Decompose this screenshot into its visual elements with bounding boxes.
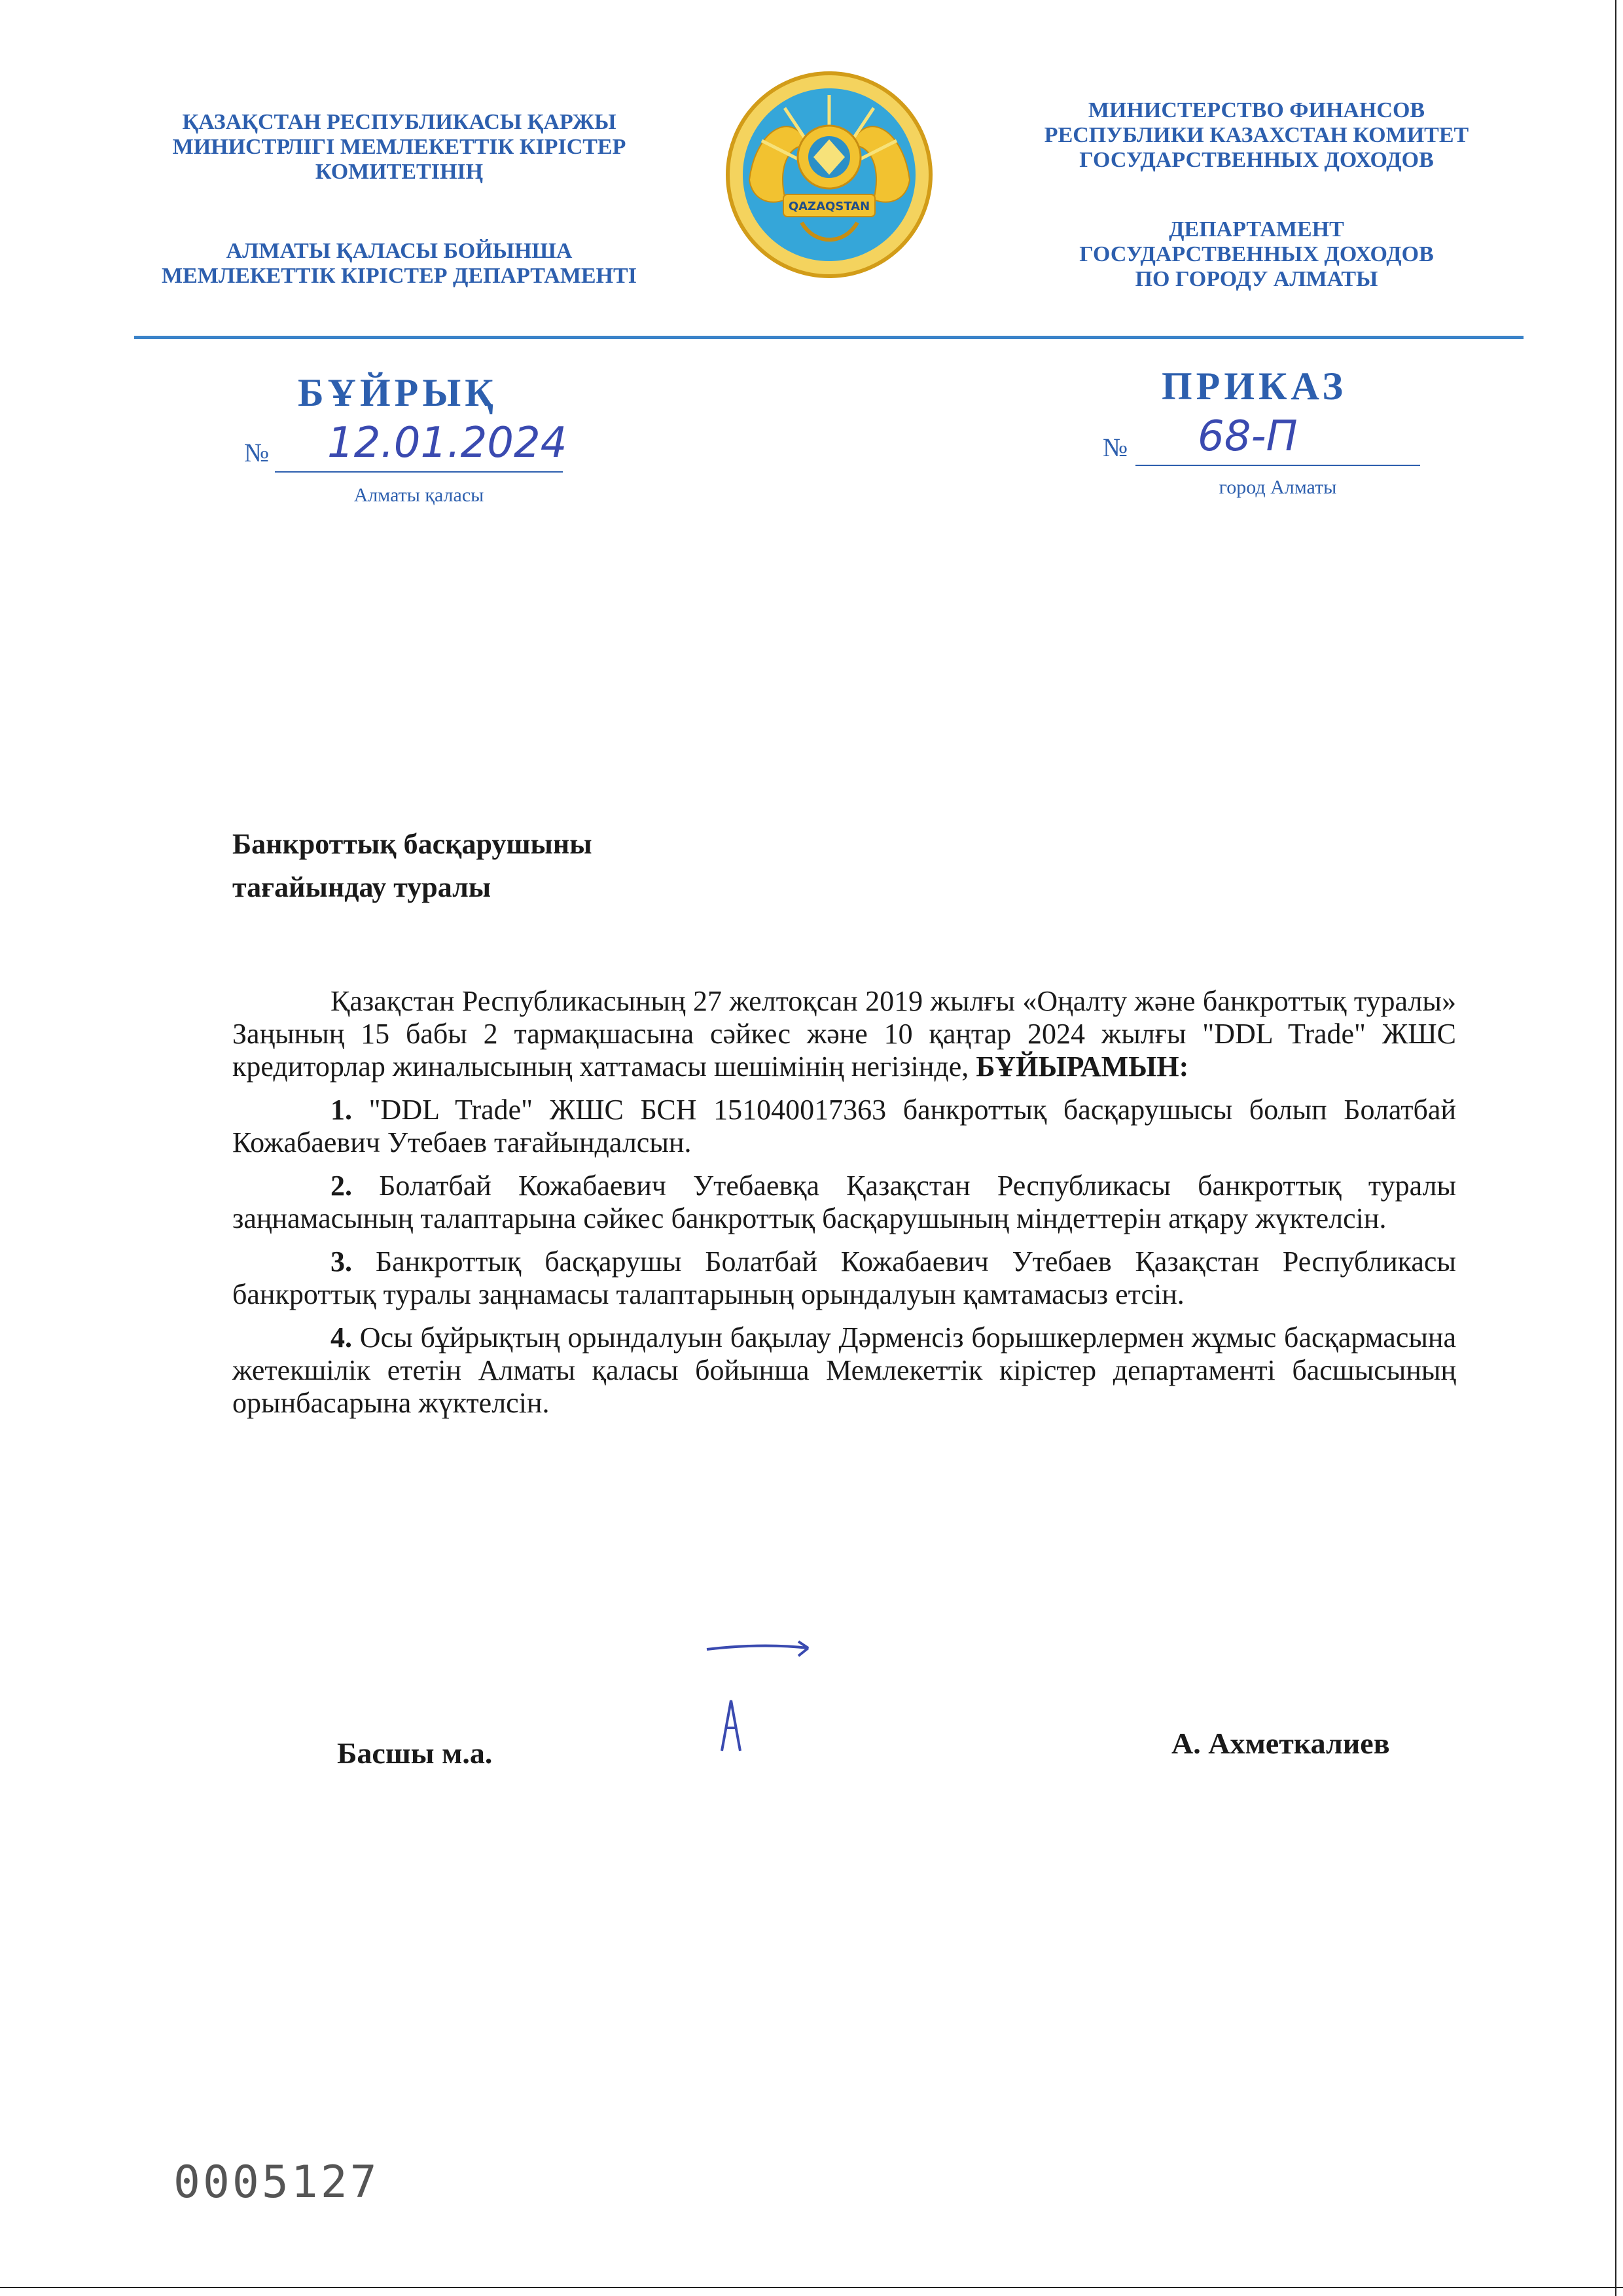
header-ru-line4: ДЕПАРТАМЕНТ [1169, 217, 1344, 242]
item-4-text: Осы бұйрықтың орындалуын бақылау Дәрменсіз борышкерлермен жұмыс басқармасына жетекшілік ететін Алматы қаласы бойынша Мемлекеттік кірістер департаменті басшысының орынбасарына жүктелсін. [232, 1321, 1456, 1419]
subject-line1: Банкроттық басқарушыны [232, 828, 592, 860]
order-title-kz: БҰЙРЫҚ [298, 371, 497, 414]
city-kz: Алматы қаласы [353, 484, 484, 506]
body-item-4 [232, 1321, 1456, 1420]
header-kz-department [124, 239, 674, 289]
order-body [232, 985, 1456, 1420]
number-underline [1135, 463, 1420, 466]
header-ru-line5: ГОСУДАРСТВЕННЫХ ДОХОДОВ [1079, 242, 1434, 266]
item-2-number: 2. [330, 1170, 352, 1202]
handwritten-order-number: 68-П [1198, 412, 1298, 461]
header-kz-committee [124, 110, 674, 185]
number-sign-kz: № [244, 438, 270, 467]
item-1-text: "DDL Trade" ЖШС БСН 151040017363 банкроттық басқарушысы болып Болатбай Кожабаевич Утебаев тағайындалсын. [232, 1094, 1456, 1158]
header-kz-line3: КОМИТЕТІНІҢ [315, 160, 484, 184]
date-underline [275, 470, 563, 473]
scan-edge-right [1615, 0, 1616, 2296]
scan-edge-bottom [0, 2287, 1623, 2288]
body-intro [232, 985, 1456, 1083]
header-ru-line1: МИНИСТЕРСТВО ФИНАНСОВ [1088, 98, 1425, 122]
header-kz-line4: АЛМАТЫ ҚАЛАСЫ БОЙЫНША [226, 239, 573, 263]
header-divider [134, 336, 1524, 339]
state-emblem [723, 69, 936, 281]
header-ru-line2: РЕСПУБЛИКИ КАЗАХСТАН КОМИТЕТ [1044, 123, 1469, 147]
body-item-2 [232, 1170, 1456, 1235]
body-decree-word: БҰЙЫРАМЫН: [976, 1050, 1189, 1083]
item-4-number: 4. [330, 1321, 352, 1354]
header-ru-department [1001, 217, 1512, 292]
number-sign-ru: № [1103, 433, 1128, 462]
pen-mark [704, 1636, 834, 1662]
header-ru-line6: ПО ГОРОДУ АЛМАТЫ [1135, 267, 1378, 291]
item-1-number: 1. [330, 1094, 352, 1126]
item-3-number: 3. [330, 1246, 352, 1278]
body-item-3 [232, 1246, 1456, 1311]
order-title-ru: ПРИКАЗ [1162, 365, 1347, 408]
order-subject [232, 823, 592, 909]
emblem-caption: QAZAQSTAN [788, 200, 870, 213]
item-3-text: Банкроттық басқарушы Болатбай Кожабаевич Утебаев Қазақстан Республикасы банкроттық туралы заңнамасы талаптарының орындалуын қамтамасыз етсін. [232, 1246, 1456, 1310]
header-ru-line3: ГОСУДАРСТВЕННЫХ ДОХОДОВ [1079, 148, 1434, 172]
header-kz-line1: ҚАЗАҚСТАН РЕСПУБЛИКАСЫ ҚАРЖЫ [182, 110, 616, 134]
body-item-1 [232, 1094, 1456, 1159]
handwritten-signature [717, 1695, 749, 1754]
city-ru: город Алматы [1219, 476, 1337, 498]
subject-line2: тағайындау туралы [232, 871, 491, 903]
body-intro-text: Қазақстан Республикасының 27 желтоқсан 2019 жылғы «Оңалту және банкроттық туралы» Заңының 15 бабы 2 тармақшасына сәйкес және 10 қаңтар 2024 жылғы "DDL Trade" ЖШС кредиторлар жиналысының хаттамасы шешімінің негізінде, [232, 985, 1456, 1083]
signature-name: А. Ахметкалиев [1171, 1727, 1390, 1760]
header-ru-committee [1001, 98, 1512, 173]
signature-position: Басшы м.а. [337, 1736, 493, 1770]
state-emblem-icon [723, 69, 936, 281]
document-serial-number: 0005127 [173, 2157, 380, 2208]
header-kz-line5: МЕМЛЕКЕТТІК КІРІСТЕР ДЕПАРТАМЕНТІ [162, 264, 637, 288]
header-kz-line2: МИНИСТРЛІГІ МЕМЛЕКЕТТІК КІРІСТЕР [172, 135, 626, 159]
handwritten-date: 12.01.2024 [327, 419, 567, 467]
item-2-text: Болатбай Кожабаевич Утебаевқа Қазақстан Республикасы банкроттық туралы заңнамасының талаптарына сәйкес банкроттық басқарушының міндеттерін атқару жүктелсін. [232, 1170, 1456, 1234]
